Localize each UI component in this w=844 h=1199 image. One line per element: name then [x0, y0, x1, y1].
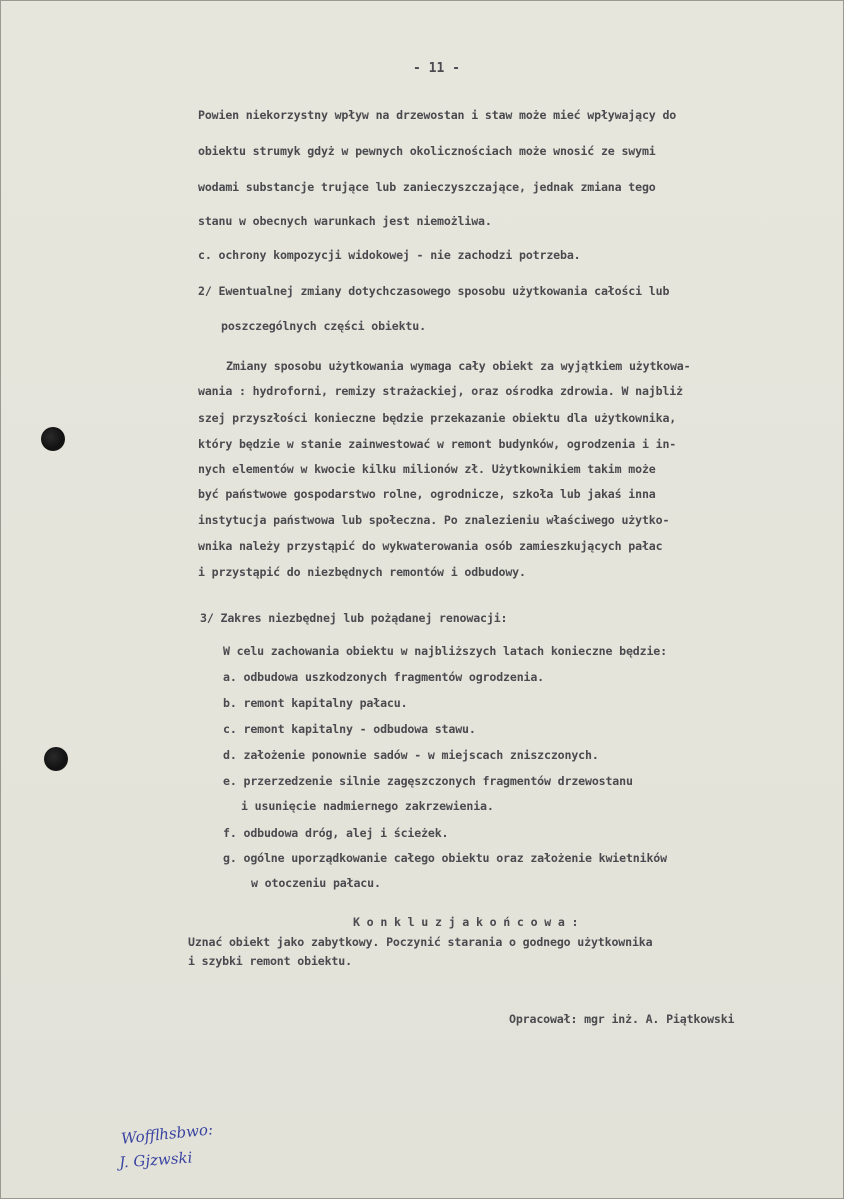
text-line: W celu zachowania obiektu w najbliższych latach konieczne będzie: [223, 644, 667, 658]
list-item: b. remont kapitalny pałacu. [223, 696, 408, 710]
text-line: stanu w obecnych warunkach jest niemożliwa. [198, 214, 492, 228]
section-heading: poszczególnych części obiektu. [221, 319, 426, 333]
handwritten-signature: J. Gjzwski [118, 1148, 193, 1172]
text-line: instytucja państwowa lub społeczna. Po znalezieniu właściwego użytko- [198, 513, 670, 527]
handwritten-signature: Wofflhsbwo: [120, 1120, 214, 1148]
text-line: szej przyszłości konieczne będzie przekazanie obiektu dla użytkownika, [198, 411, 677, 425]
text-line: wodami substancje trujące lub zanieczyszczające, jednak zmiana tego [198, 180, 656, 194]
text-line: który będzie w stanie zainwestować w remont budynków, ogrodzenia i in- [198, 437, 677, 451]
text-line: wania : hydroforni, remizy strażackiej, oraz ośrodka zdrowia. W najbliż [198, 384, 683, 398]
text-line: c. ochrony kompozycji widokowej - nie zachodzi potrzeba. [198, 248, 581, 262]
list-item: d. założenie ponownie sadów - w miejscach zniszczonych. [223, 748, 599, 762]
punch-hole [44, 747, 68, 771]
list-item: e. przerzedzenie silnie zagęszczonych fragmentów drzewostanu [223, 774, 633, 788]
punch-hole [41, 427, 65, 451]
text-line: i szybki remont obiektu. [188, 954, 352, 968]
list-item: i usunięcie nadmiernego zakrzewienia. [241, 799, 494, 813]
list-item: f. odbudowa dróg, alej i ścieżek. [223, 826, 449, 840]
text-line: i przystąpić do niezbędnych remontów i odbudowy. [198, 565, 526, 579]
list-item: a. odbudowa uszkodzonych fragmentów ogrodzenia. [223, 670, 545, 684]
text-line: Powien niekorzystny wpływ na drzewostan i staw może mieć wpływający do [198, 108, 677, 122]
section-heading: 2/ Ewentualnej zmiany dotychczasowego sposobu użytkowania całości lub [198, 284, 670, 298]
text-line: wnika należy przystąpić do wykwaterowania osób zamieszkujących pałac [198, 539, 663, 553]
text-line: nych elementów w kwocie kilku milionów zł. Użytkownikiem takim może [198, 462, 656, 476]
page-number: - 11 - [413, 61, 460, 76]
conclusion-heading: K o n k l u z j a k o ń c o w a : [353, 915, 579, 929]
list-item: g. ogólne uporządkowanie całego obiektu oraz założenie kwietników [223, 851, 667, 865]
list-item: w otoczeniu pałacu. [251, 876, 381, 890]
text-line: Zmiany sposobu użytkowania wymaga cały obiekt za wyjątkiem użytkowa- [226, 359, 691, 373]
list-item: c. remont kapitalny - odbudowa stawu. [223, 722, 476, 736]
text-line: obiektu strumyk gdyż w pewnych okolicznościach może wnosić ze swymi [198, 144, 656, 158]
section-heading: 3/ Zakres niezbędnej lub pożądanej renowacji: [200, 611, 508, 625]
text-line: Uznać obiekt jako zabytkowy. Poczynić starania o godnego użytkownika [188, 935, 653, 949]
author-line: Opracował: mgr inż. A. Piątkowski [509, 1012, 735, 1026]
text-line: być państwowe gospodarstwo rolne, ogrodnicze, szkoła lub jakaś inna [198, 487, 656, 501]
